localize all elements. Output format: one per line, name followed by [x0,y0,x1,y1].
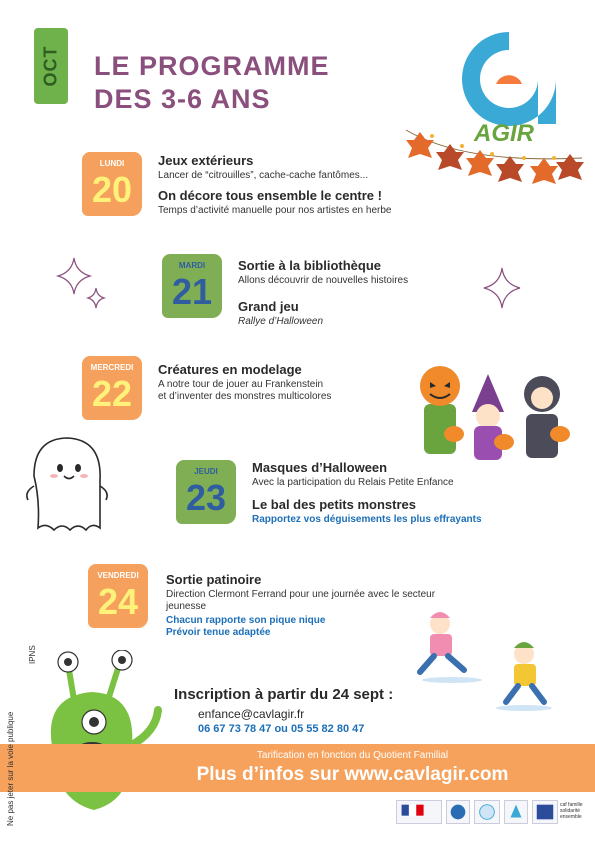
event-monday [158,155,391,217]
day-badge-tuesday [162,254,222,318]
skating-kids-illustration [412,606,562,716]
day-badge-thursday [176,460,236,524]
partner-logos [396,796,582,830]
registration-email[interactable]: enfance@cavlagir.fr [198,707,305,721]
event-desc: Temps d’activité manuelle pour nos artistes en herbe [158,205,392,216]
event-title: Masques d’Halloween [252,460,388,475]
logo-text: AGIR [474,120,534,147]
title-line-1: LE PROGRAMME [94,51,330,81]
msa-logo-icon [532,800,558,824]
day-badge-monday [82,152,142,216]
registration-title: Inscription à partir du 24 sept : [174,686,394,703]
correze-logo-icon [474,800,500,824]
event-tuesday [238,260,408,328]
ghost-icon [20,430,110,540]
event-note: Chacun rapporte son pique nique [166,615,326,626]
republique-francaise-logo-icon [396,800,442,824]
caf-logo-icon [446,800,470,824]
event-title: Sortie à la bibliothèque [238,258,382,273]
event-title: Grand jeu [238,299,299,314]
autumn-garland-icon [404,118,584,210]
title-line-2: DES 3-6 ANS [94,84,271,114]
event-friday [166,574,435,639]
event-note: Prévoir tenue adaptée [166,627,271,638]
partner-logo-icon [504,800,528,824]
event-desc: et d’inventer des monstres multicolores [158,391,332,402]
event-desc: Rallye d’Halloween [238,316,324,327]
event-desc: A notre tour de jouer au Frankenstein [158,379,324,390]
registration-phones[interactable]: 06 67 73 78 47 ou 05 55 82 80 47 [198,723,365,735]
footer-pricing: Tarification en fonction du Quotient Familial [256,750,449,761]
day-number: 21 [171,271,213,312]
day-badge-wednesday [82,356,142,420]
month-label: OCT [40,45,61,87]
day-name: VENDREDI [97,571,139,580]
day-name: MARDI [178,261,206,270]
event-thursday [252,462,482,526]
month-tab [34,28,68,104]
registration-block [174,686,393,735]
event-note: Rapportez vos déguisements les plus effrayants [252,514,482,525]
day-number: 20 [91,169,133,210]
sparkle-icon [476,264,530,318]
event-desc: Allons découvrir de nouvelles histoires [238,275,409,286]
event-desc: jeunesse [166,601,207,612]
event-title: Créatures en modelage [158,362,302,377]
day-name: LUNDI [99,159,125,168]
partner-text: caf famille solidarité ensemble [560,802,583,820]
event-wednesday [158,364,331,403]
day-badge-friday [88,564,148,628]
footer-banner [0,744,595,792]
event-desc: Avec la participation du Relais Petite Enfance [252,477,454,488]
no-litter-notice: Ne pas jeter sur la voie publique [6,711,15,826]
ipns-notice: IPNS [28,645,37,664]
page-title [94,50,330,116]
green-monster-icon [34,650,166,826]
event-desc: Direction Clermont Ferrand pour une journée avec le secteur [166,589,436,600]
day-name: JEUDI [194,467,218,476]
event-desc: Lancer de “citrouilles”, cache-cache fantômes... [158,170,369,181]
sparkle-icon [52,254,112,314]
event-title: Le bal des petits monstres [252,497,416,512]
day-number: 24 [97,581,139,622]
day-number: 23 [185,477,227,518]
day-number: 22 [91,373,133,414]
event-title: On décore tous ensemble le centre ! [158,188,382,203]
event-title: Jeux extérieurs [158,153,254,168]
footer-website[interactable]: Plus d’infos sur www.cavlagir.com [196,764,509,785]
halloween-kids-illustration [414,364,576,468]
day-name: MERCREDI [90,363,134,372]
event-title: Sortie patinoire [166,572,262,587]
